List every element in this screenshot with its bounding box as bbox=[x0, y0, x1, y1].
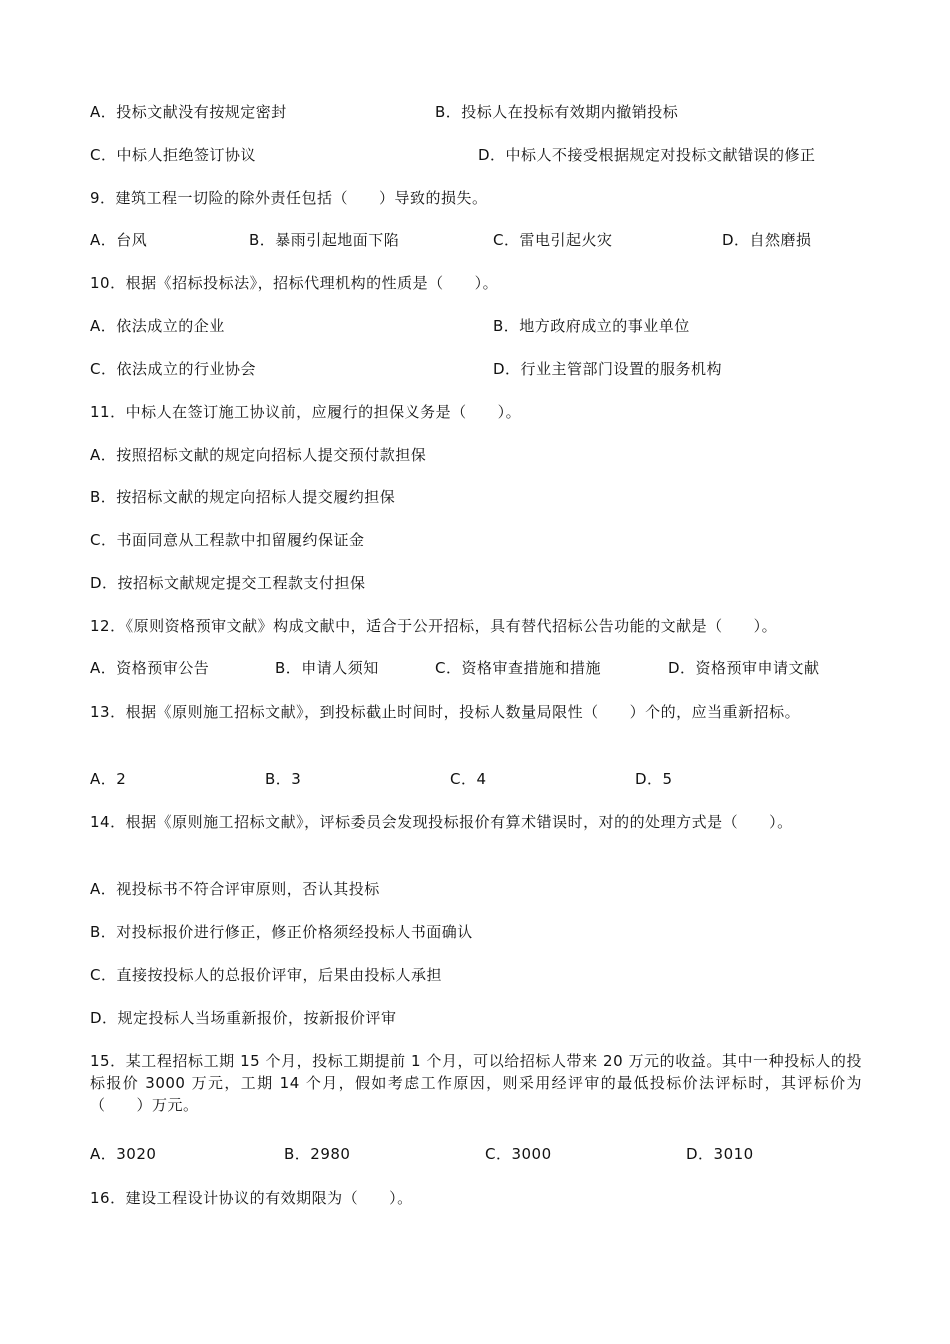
q13-option-a: A．2 bbox=[90, 770, 127, 788]
q12-stem: 12．《原则资格预审文献》构成文献中，适合于公开招标，具有替代招标公告功能的文献是（ ）。 bbox=[90, 617, 778, 635]
q15-stem: 15．某工程招标工期 15 个月，投标工期提前 1 个月，可以给招标人带来 20 万元的收益。其中一种投标人的投标报价 3000 万元，工期 14 个月，假如考虑工作原因，则采用经评审的最低投标价法评标时，其评标价为（ ）万元。 bbox=[90, 1052, 862, 1114]
q13-option-b: B．3 bbox=[265, 770, 302, 788]
q10-option-c: C．依法成立的行业协会 bbox=[90, 360, 256, 378]
q10-option-a: A．依法成立的企业 bbox=[90, 317, 225, 335]
q14-stem: 14．根据《原则施工招标文献》，评标委员会发现投标报价有算术错误时，对的的处理方式是（ ）。 bbox=[90, 813, 793, 831]
q11-option-a: A．按照招标文献的规定向招标人提交预付款担保 bbox=[90, 446, 427, 464]
q15-option-b: B．2980 bbox=[284, 1145, 351, 1163]
q9-stem: 9．建筑工程一切险的除外责任包括（ ）导致的损失。 bbox=[90, 189, 488, 207]
q8-option-a: A．投标文献没有按规定密封 bbox=[90, 103, 287, 121]
q11-option-d: D．按招标文献规定提交工程款支付担保 bbox=[90, 574, 366, 592]
q14-option-d: D．规定投标人当场重新报价，按新报价评审 bbox=[90, 1009, 397, 1027]
q12-option-d: D．资格预审申请文献 bbox=[668, 659, 820, 677]
q14-option-b: B．对投标报价进行修正，修正价格须经投标人书面确认 bbox=[90, 923, 473, 941]
q10-option-d: D．行业主管部门设置的服务机构 bbox=[493, 360, 723, 378]
q15-option-c: C．3000 bbox=[485, 1145, 552, 1163]
q13-stem: 13．根据《原则施工招标文献》，到投标截止时间时，投标人数量局限性（ ）个的，应当重新招标。 bbox=[90, 703, 801, 721]
q12-option-c: C．资格审查措施和措施 bbox=[435, 659, 601, 677]
q14-option-c: C．直接按投标人的总报价评审，后果由投标人承担 bbox=[90, 966, 442, 984]
q8-option-b: B．投标人在投标有效期内撤销投标 bbox=[435, 103, 679, 121]
q9-option-d: D．自然磨损 bbox=[722, 231, 812, 249]
q16-stem: 16．建设工程设计协议的有效期限为（ ）。 bbox=[90, 1189, 413, 1207]
q9-option-c: C．雷电引起火灾 bbox=[493, 231, 613, 249]
q9-option-b: B．暴雨引起地面下陷 bbox=[249, 231, 400, 249]
q15-option-a: A．3020 bbox=[90, 1145, 157, 1163]
q12-option-b: B．申请人须知 bbox=[275, 659, 379, 677]
q11-option-c: C．书面同意从工程款中扣留履约保证金 bbox=[90, 531, 365, 549]
q11-option-b: B．按招标文献的规定向招标人提交履约担保 bbox=[90, 488, 396, 506]
q8-option-c: C．中标人拒绝签订协议 bbox=[90, 146, 256, 164]
q12-option-a: A．资格预审公告 bbox=[90, 659, 210, 677]
q8-option-d: D．中标人不接受根据规定对投标文献错误的修正 bbox=[478, 146, 816, 164]
q9-option-a: A．台风 bbox=[90, 231, 148, 249]
q13-option-d: D．5 bbox=[635, 770, 673, 788]
q13-option-c: C．4 bbox=[450, 770, 487, 788]
q10-option-b: B．地方政府成立的事业单位 bbox=[493, 317, 690, 335]
q10-stem: 10．根据《招标投标法》，招标代理机构的性质是（ ）。 bbox=[90, 274, 499, 292]
q14-option-a: A．视投标书不符合评审原则，否认其投标 bbox=[90, 880, 380, 898]
q15-option-d: D．3010 bbox=[686, 1145, 754, 1163]
q11-stem: 11．中标人在签订施工协议前，应履行的担保义务是（ ）。 bbox=[90, 403, 522, 421]
